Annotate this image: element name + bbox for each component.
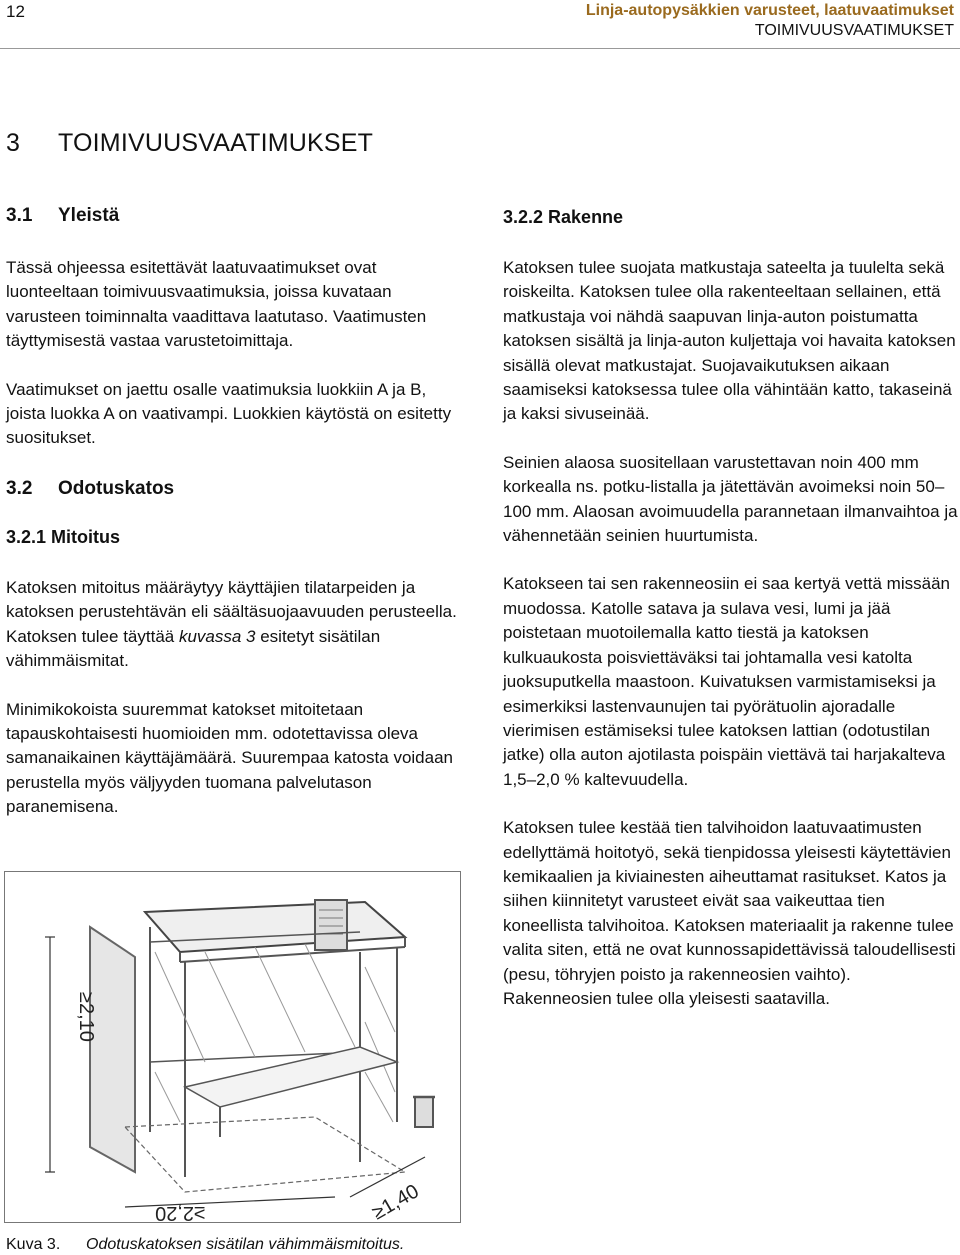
paragraph: Katoksen tulee suojata matkustaja sateelta ja tuulelta sekä roiskeilta. Katoksen tulee olla rakenteeltaan sellainen, että matkustaja voi nähdä saapuvan linja-auton poistumatta katoksen sisältä ja linja-auton kuljettaja voi havaita katoksen sisällä olevat matkustajat. Suojavaikutuksen aikaan saamiseksi katoksessa tulee olla vähintään katto, takaseinä ja kaksi sivuseinää.	[503, 258, 956, 424]
figure-caption-label: Kuva 3.	[6, 1236, 61, 1253]
figure-caption-text: Odotuskatoksen sisätilan vähimmäismitoitus.	[86, 1236, 405, 1253]
paragraph: Seinien alaosa suositellaan varustettavan noin 400 mm korkealla ns. potku-listalla ja jätettävän avoimeksi noin 50–100 mm. Alaosan avoimuudella parannetaan ilmanvaihtoa ja vähennetään seinien huurtumista.	[503, 452, 958, 546]
chapter-title	[6, 129, 373, 158]
section-heading-3-1: 3.1 Yleistä	[6, 205, 120, 226]
paragraph: Vaatimukset on jaettu osalle vaatimuksia luokkiin A ja B, joista luokka A on vaativampi. Luokkien käytöstä on esitetty suositukset.	[6, 379, 452, 448]
header-rule	[0, 48, 960, 49]
figure-reference: kuvassa 3	[178, 626, 256, 646]
page-number: 12	[6, 2, 25, 21]
section-heading-3-2-2: 3.2.2 Rakenne	[503, 207, 624, 227]
figure-caption	[6, 1236, 404, 1254]
section-3-2-2-body	[503, 256, 959, 1011]
section-heading-3-2-1: 3.2.1 Mitoitus	[6, 527, 121, 547]
chapter-number: 3	[6, 129, 21, 157]
section-3-1-body	[6, 256, 462, 451]
running-header	[586, 1, 954, 41]
figure-shelter-dimensions	[4, 871, 461, 1223]
paragraph: Minimikokoista suuremmat katokset mitoitetaan tapauskohtaisesti huomioiden mm. odotettavissa oleva samanaikainen käyttäjämäärä. Suurempaa katosta voidaan perustella myös väljyyden tuomana palvelutason paranemisena.	[6, 699, 453, 817]
paragraph: Tässä ohjeessa esitettävät laatuvaatimukset ovat luonteeltaan toimivuusvaatimuksia, joissa kuvataan varusteen toiminnalta vaadittava laatutaso. Vaatimusten täyttymisestä vastaa varustetoimittaja.	[6, 258, 427, 351]
running-header-title: Linja-autopysäkkien varusteet, laatuvaatimukset	[585, 2, 954, 19]
running-header-chapter: TOIMIVUUSVAATIMUKSET	[754, 22, 954, 39]
dimension-depth-label: ≥1,40	[368, 1180, 423, 1222]
dimension-width-label: ≥2,20	[155, 1202, 205, 1222]
dimension-height-label: ≥2,10	[75, 992, 97, 1042]
shelter-drawing	[5, 872, 460, 1222]
paragraph: Katoksen mitoitus määräytyy käyttäjien tilatarpeiden ja katoksen perustehtävän eli säältäsuojaavuuden perusteella. Katoksen tulee täyttää kuvassa 3 esitetyt sisätilan vähimmäismitat.	[6, 578, 457, 671]
section-heading-3-2: 3.2 Odotuskatos	[6, 478, 175, 499]
section-3-2-1-body	[6, 576, 462, 820]
paragraph: Katokseen tai sen rakenneosiin ei saa kertyä vettä missään muodossa. Katolle satava ja sulava vesi, lumi ja jää poistetaan muotoilemalla katto tiestä ja katoksen kulkuaukosta poisviettäväksi tai johtamalla vesi katolta juoksuputkella maastoon. Kuivatuksen varmistamiseksi ja esimerkiksi lastenvaunujen tai pyörätuolin ajoradalle vierimisen estämiseksi tulee katoksen lattian (odotustilan jatke) olla auton ajotilasta poispäin viettävä tai harjakalteva 1,5–2,0 % kaltevuudella.	[503, 574, 950, 789]
paragraph: Katoksen tulee kestää tien talvihoidon laatuvaatimusten edellyttämä hoitotyö, sekä tienpidossa yleisesti käytettävien kemikaalien ja kiviainesten aiheuttamat rasitukset. Katos ja siihen kiinnitetyt varusteet eivät saa vaikeuttaa tien koneellista talvihoitoa. Katoksen materiaalit ja rakenne tulee valita siten, että ne ovat kunnossapidettävissä taloudellisesti (pesu, töhryjen poisto ja rakenneosien vaihto). Rakenneosien tulee olla yleisesti saatavilla.	[503, 818, 956, 1008]
chapter-title-text: TOIMIVUUSVAATIMUKSET	[58, 129, 374, 157]
